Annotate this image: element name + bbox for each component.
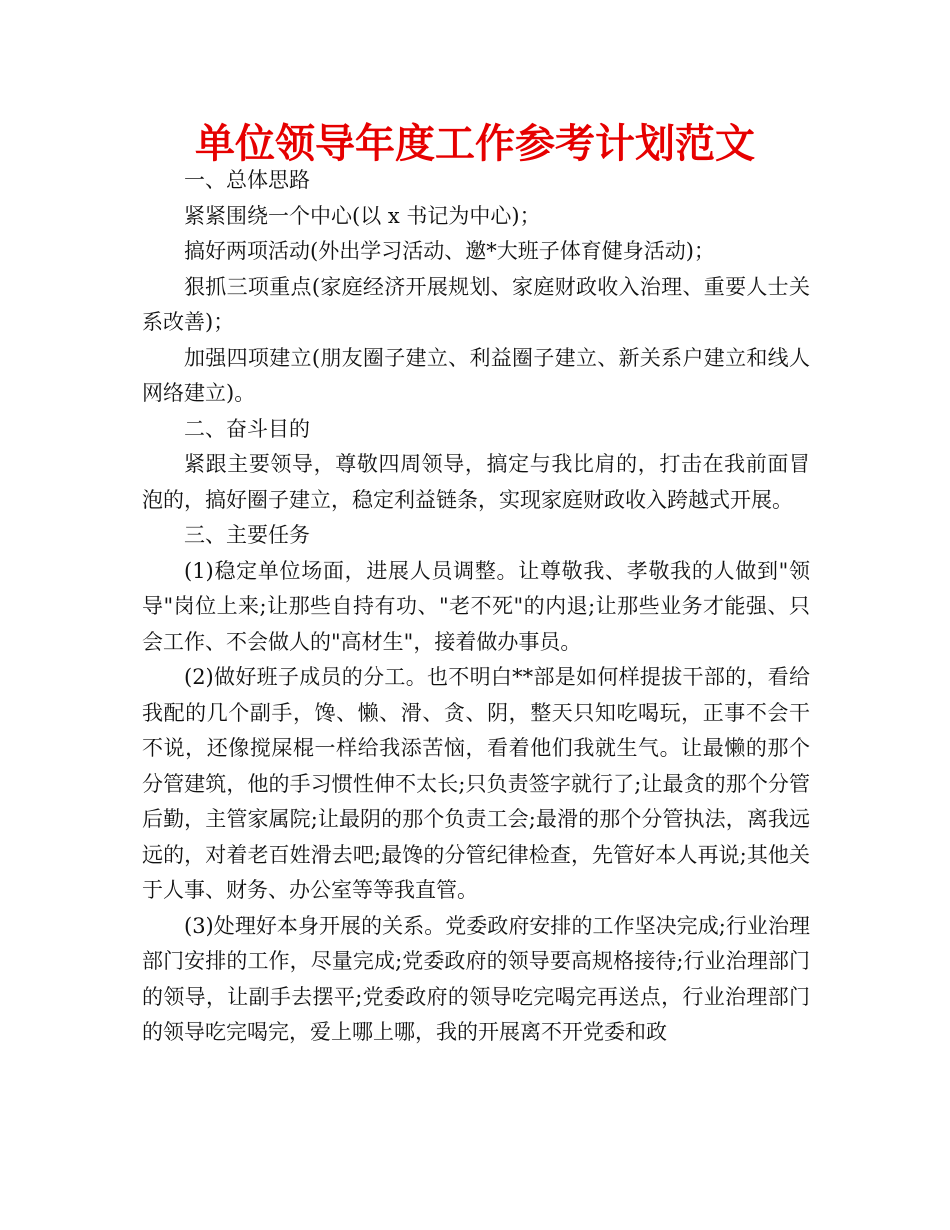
paragraph: 搞好两项活动(外出学习活动、邀*大班子体育健身活动)；	[184, 239, 715, 263]
paragraph: (1)稳定单位场面，进展人员调整。让尊敬我、孝敬我的人做到"领导"岗位上来;让那些自持有功、"老不死"的内退;让那些业务才能强、只会工作、不会做人的"高材生"，接着做办事员。	[142, 558, 810, 654]
document-title: 单位领导年度工作参考计划范文	[195, 121, 755, 167]
section-heading-3: 三、主要任务	[184, 523, 310, 547]
paragraph: 狠抓三项重点(家庭经济开展规划、家庭财政收入治理、重要人士关系改善)；	[142, 274, 810, 334]
paragraph: (2)做好班子成员的分工。也不明白**部是如何样提拔干部的，看给我配的几个副手，馋、懒、滑、贪、阴，整天只知吃喝玩，正事不会干不说，还像搅屎棍一样给我添苦恼，看着他们我就生气。让最懒的那个分管建筑，他的手习惯性伸不太长;只负责签字就行了;让最贪的那个分管后勤，主管家属院;让最阴的那个负责工会;最滑的那个分管执法，离我远远的，对着老百姓滑去吧;最馋的分管纪律检查，先管好本人再说;其他关于人事、财务、办公室等等我直管。	[142, 665, 810, 902]
paragraph: (3)处理好本身开展的关系。党委政府安排的工作坚决完成;行业治理部门安排的工作，尽量完成;党委政府的领导要高规格接待;行业治理部门的领导，让副手去摆平;党委政府的领导吃完喝完再送点，行业治理部门的领导吃完喝完，爱上哪上哪，我的开展离不开党委和政	[142, 913, 810, 1044]
section-heading-1: 一、总体思路	[184, 168, 310, 192]
paragraph: 紧紧围绕一个中心(以 x 书记为中心)；	[184, 203, 541, 228]
paragraph: 加强四项建立(朋友圈子建立、利益圈子建立、新关系户建立和线人网络建立)。	[142, 345, 810, 405]
section-heading-2: 二、奋斗目的	[184, 416, 310, 441]
paragraph: 紧跟主要领导，尊敬四周领导，搞定与我比肩的，打击在我前面冒泡的，搞好圈子建立，稳定利益链条，实现家庭财政收入跨越式开展。	[142, 452, 810, 512]
document-body	[142, 163, 810, 1051]
